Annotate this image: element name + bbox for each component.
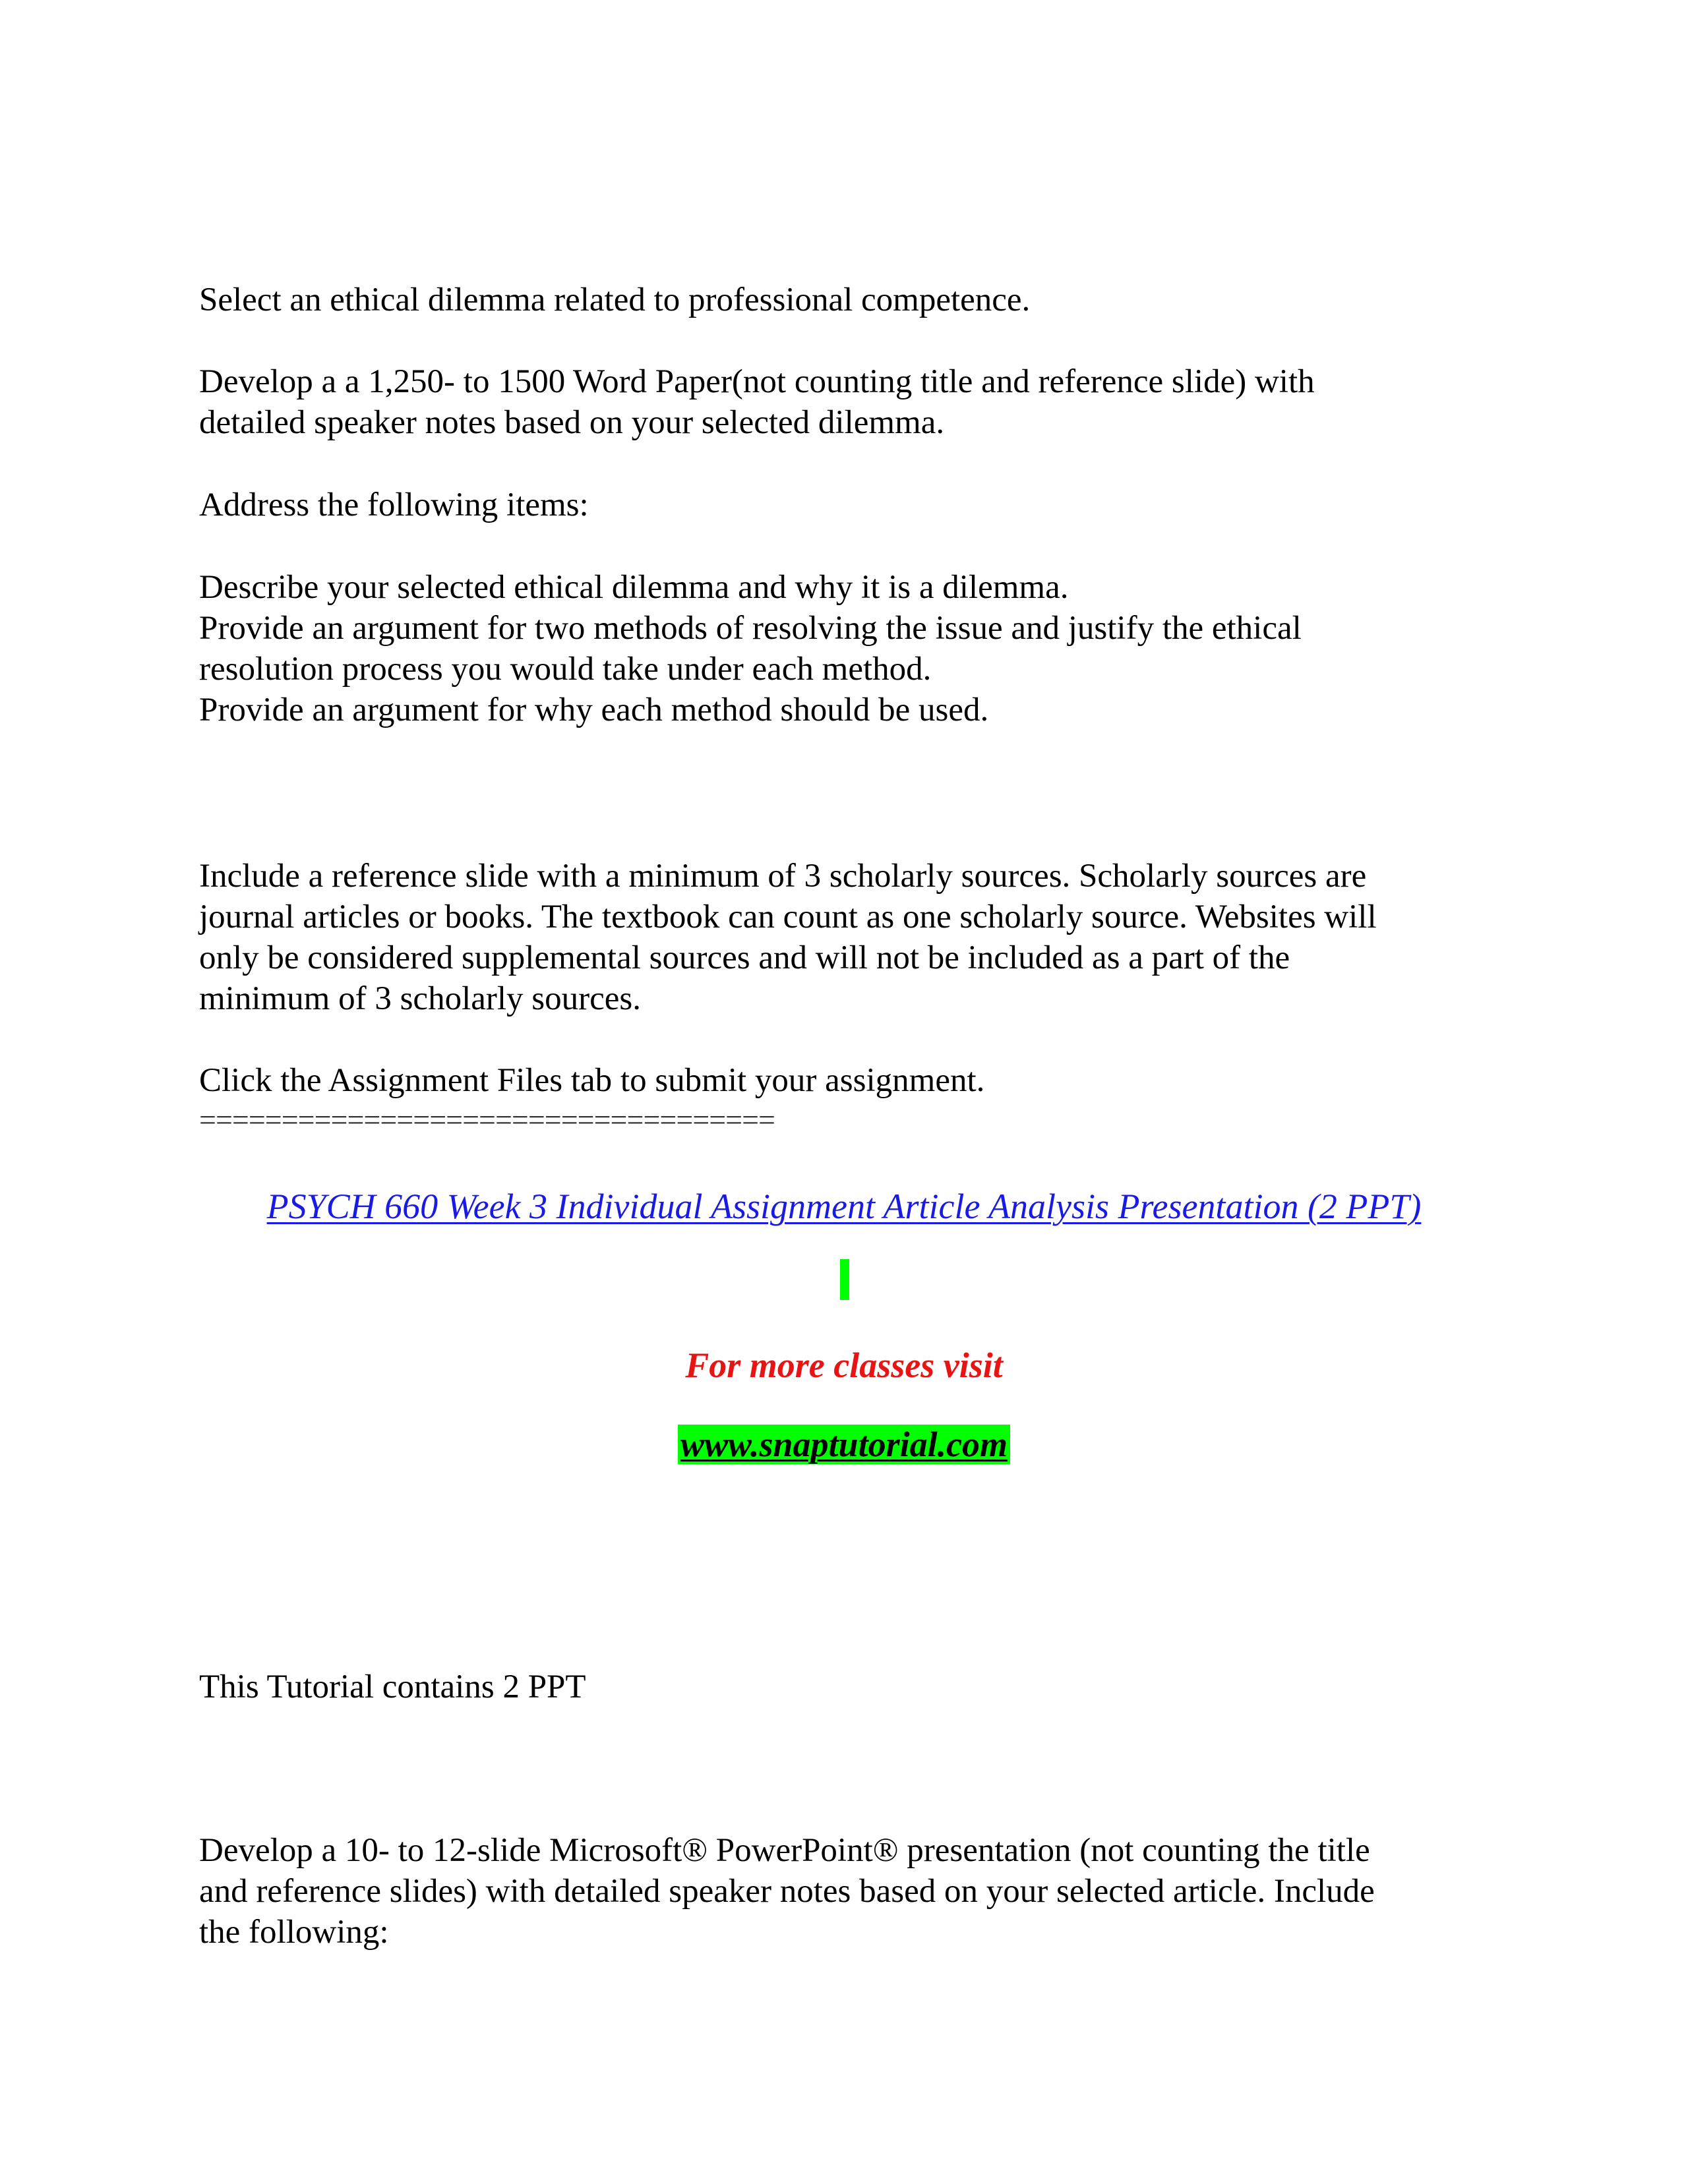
website-line — [0, 1423, 1688, 1466]
separator-line: =================================== — [199, 1103, 775, 1136]
course-title-link[interactable]: PSYCH 660 Week 3 Individual Assignment Article Analysis Presentation (2 PPT) — [266, 1187, 1422, 1226]
website-link[interactable]: www.snaptutorial.com — [678, 1425, 1010, 1464]
paragraph-submit-instructions: Click the Assignment Files tab to submit your assignment. — [199, 1062, 985, 1099]
paragraph-develop-paper: Develop a a 1,250- to 1500 Word Paper(not counting title and reference slide) with detailed speaker notes based on your selected dilemma. — [199, 363, 1315, 441]
green-cursor-mark — [840, 1259, 849, 1300]
paragraph-item-list: Describe your selected ethical dilemma and why it is a dilemma. Provide an argument for two methods of resolving the issue and justify the ethical resolution process you would take under each method. Provide an argument for why each method should be used. — [199, 569, 1302, 728]
paragraph-select-dilemma: Select an ethical dilemma related to professional competence. — [199, 281, 1031, 318]
paragraph-address-items: Address the following items: — [199, 487, 589, 523]
paragraph-reference-slide: Include a reference slide with a minimum of 3 scholarly sources. Scholarly sources are journal articles or books. The textbook can count as one scholarly source. Websites will only be considered supplemental sources and will not be included as a part of the minimum of 3 scholarly sources. — [199, 858, 1377, 1017]
paragraph-develop-presentation: Develop a 10- to 12-slide Microsoft® PowerPoint® presentation (not counting the title and reference slides) with detailed speaker notes based on your selected article. Include the following: — [199, 1832, 1375, 1951]
paragraph-tutorial-contents: This Tutorial contains 2 PPT — [199, 1668, 586, 1705]
more-classes-text: For more classes visit — [685, 1345, 1003, 1385]
course-title-line — [0, 1185, 1688, 1228]
